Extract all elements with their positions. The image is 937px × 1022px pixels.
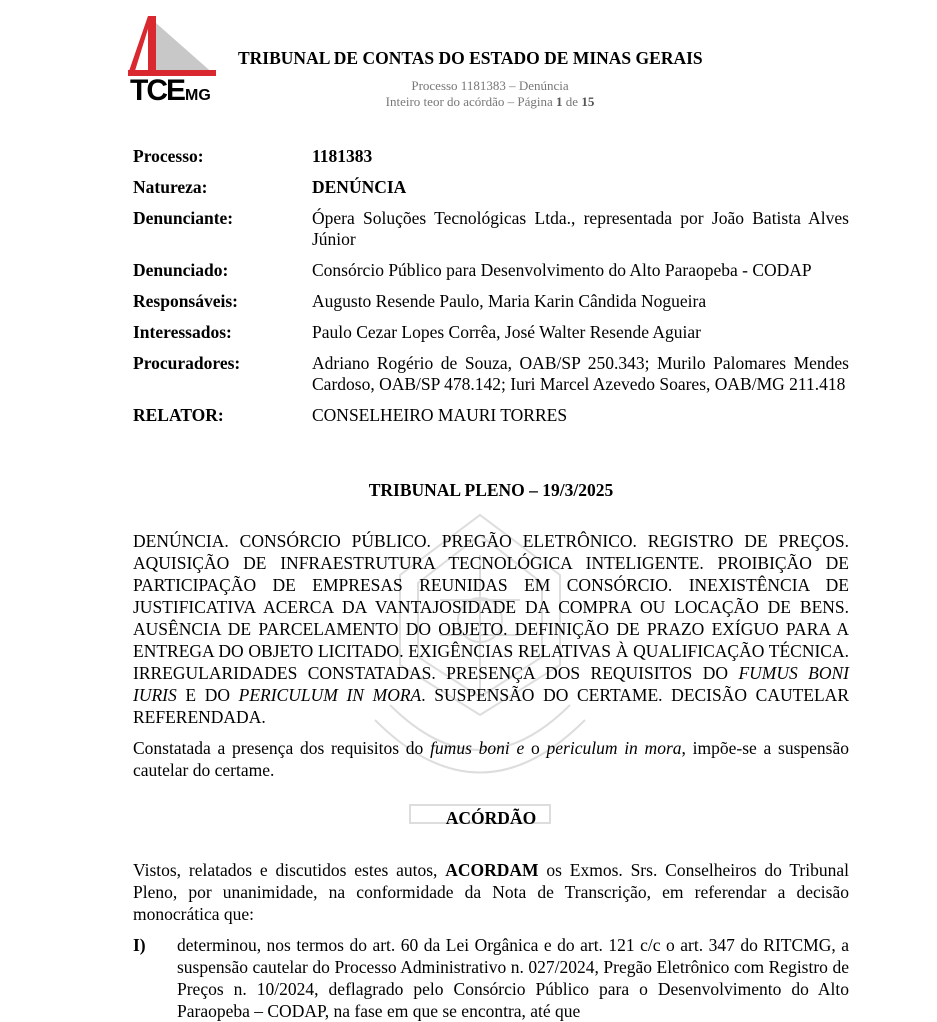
- meta-row-interessados: Interessados: Paulo Cezar Lopes Corrêa, José Walter Resende Aguiar: [133, 322, 701, 342]
- decision-item-1: [133, 934, 849, 1022]
- constatada-paragraph: Constatada a presença dos requisitos do fumus boni e o periculum in mora, impõe-se a suspensão cautelar do certame.: [133, 738, 849, 780]
- meta-row-responsaveis: Responsáveis: Augusto Resende Paulo, Maria Karin Cândida Nogueira: [133, 291, 707, 311]
- process-line: Processo 1181383 – Denúncia: [411, 78, 569, 93]
- page-header-info: [340, 78, 640, 110]
- page-indicator: Inteiro teor do acórdão – Página 1 de 15: [385, 94, 595, 109]
- ementa-paragraph: DENÚNCIA. CONSÓRCIO PÚBLICO. PREGÃO ELETRÔNICO. REGISTRO DE PREÇOS. AQUISIÇÃO DE INFRAESTRUTURA TECNOLÓGICA INTELIGENTE. PROIBIÇÃO DE PARTICIPAÇÃO DE EMPRESAS REUNIDAS EM CONSÓRCIO. INEXISTÊNCIA DE JUSTIFICATIVA ACERCA DA VANTAJOSIDADE DA COMPRA OU LOCAÇÃO DE BENS. AUSÊNCIA DE PARCELAMENTO DO OBJETO. DEFINIÇÃO DE PRAZO EXÍGUO PARA A ENTREGA DO OBJETO LICITADO. EXIGÊNCIAS RELATIVAS À QUALIFICAÇÃO TÉCNICA. IRREGULARIDADES CONSTATADAS. PRESENÇA DOS REQUISITOS DO FUMUS BONI IURIS E DO PERICULUM IN MORA. SUSPENSÃO DO CERTAME. DECISÃO CAUTELAR REFERENDADA.: [133, 531, 849, 727]
- court-title: TRIBUNAL DE CONTAS DO ESTADO DE MINAS GERAIS: [238, 48, 703, 68]
- logo-text: TCEMG: [130, 74, 211, 107]
- meta-row-relator: RELATOR: CONSELHEIRO MAURI TORRES: [133, 405, 568, 425]
- item-text: determinou, nos termos do art. 60 da Lei Orgânica e do art. 121 c/c o art. 347 do RITCMG, a suspensão cautelar do Processo Administrativo n. 027/2024, Pregão Eletrônico com Registro de Preços n. 10/2024, deflagrado pelo Consórcio Público para o Desenvolvimento do Alto Paraopeba – CODAP, na fase em que se encontra, até que: [177, 935, 849, 1021]
- session-heading: TRIBUNAL PLENO – 19/3/2025: [368, 480, 614, 500]
- acordao-heading: ACÓRDÃO: [445, 808, 537, 828]
- meta-row-denunciado: Denunciado: Consórcio Público para Desenvolvimento do Alto Paraopeba - CODAP: [133, 260, 812, 280]
- meta-row-denunciante: Denunciante: Ópera Soluções Tecnológicas Ltda., representada por João Batista Alves Júnior: [133, 208, 849, 249]
- item-number: I): [133, 935, 146, 955]
- vistos-paragraph: Vistos, relatados e discutidos estes autos, ACORDAM os Exmos. Srs. Conselheiros do Tribunal Pleno, por unanimidade, na conformidade da Nota de Transcrição, em referendar a decisão monocrática que:: [133, 860, 849, 924]
- meta-row-processo: Processo: 1181383: [133, 146, 373, 166]
- meta-row-procuradores: Procuradores: Adriano Rogério de Souza, OAB/SP 250.343; Murilo Palomares Mendes Cardoso, OAB/SP 478.142; Iuri Marcel Azevedo Soares, OAB/MG 211.418: [133, 353, 849, 394]
- meta-row-natureza: Natureza: DENÚNCIA: [133, 177, 407, 197]
- process-metadata: [133, 146, 849, 436]
